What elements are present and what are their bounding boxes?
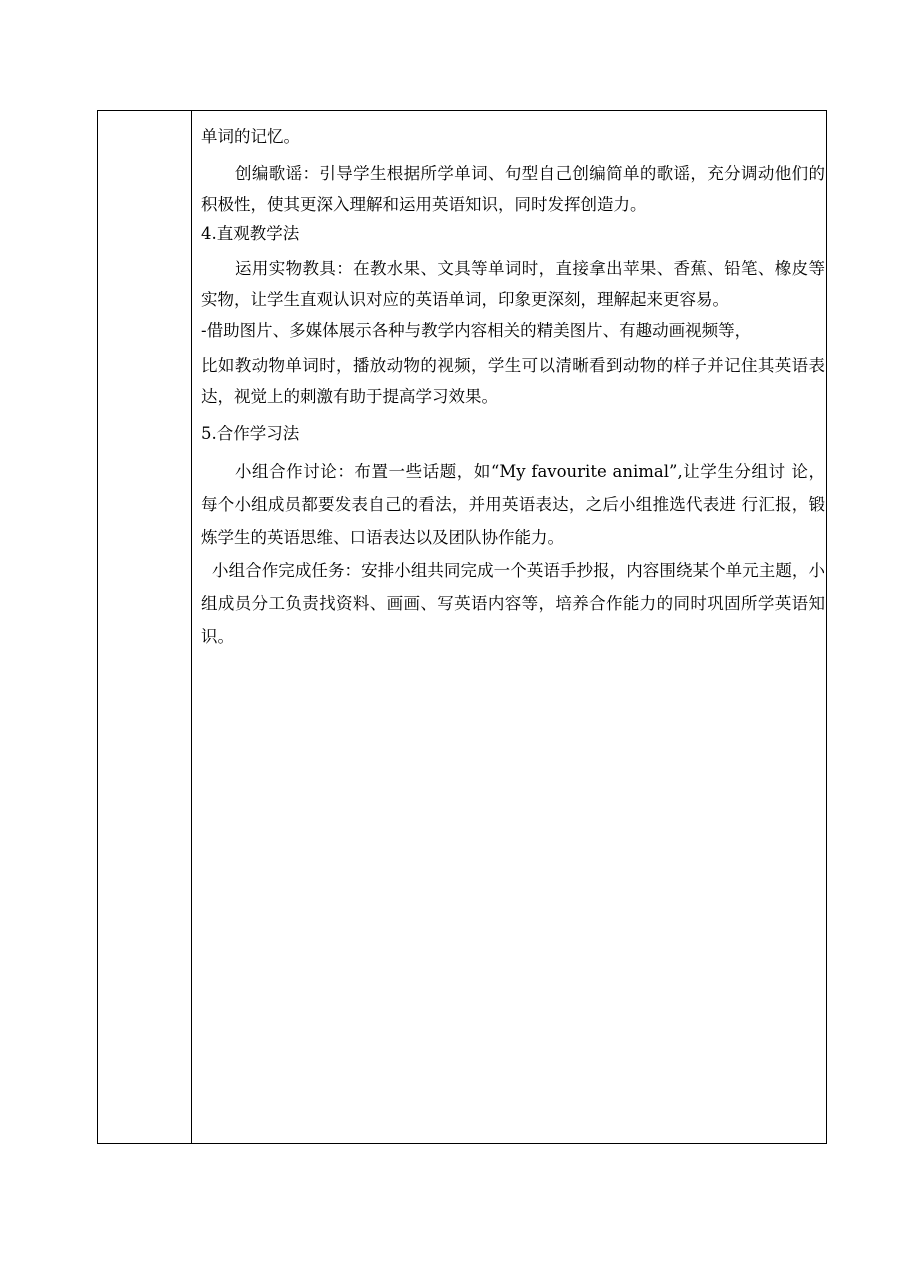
lesson-plan-table [97,110,827,1144]
table-left-column [98,111,192,1143]
paragraph-vocab-memory: 单词的记忆。 [201,127,300,146]
paragraph-create-chants: 创编歌谣：引导学生根据所学单词、句型自己创编简单的歌谣，充分调动他们的积极性，使其更深入理解和运用英语知识，同时发挥创造力。 [201,164,825,214]
paragraph-group-task: 小组合作完成任务：安排小组共同完成一个英语手抄报，内容围绕某个单元主题，小组成员分工负责找资料、画画、写英语内容等，培养合作能力的同时巩固所学英语知识。 [201,561,825,646]
paragraph-real-objects: 运用实物教具：在教水果、文具等单词时，直接拿出苹果、香蕉、铅笔、橡皮等实物，让学生直观认识对应的英语单词，印象更深刻，理解起来更容易。 [201,259,825,309]
paragraph-animal-video: 比如教动物单词时，播放动物的视频，学生可以清晰看到动物的样子并记住其英语表达，视觉上的刺激有助于提高学习效果。 [201,356,825,406]
table-content-cell [201,121,825,653]
heading-visual-method: 4.直观教学法 [201,224,300,243]
paragraph-pictures-media: -借助图片、多媒体展示各种与教学内容相关的精美图片、有趣动画视频等， [201,321,752,340]
paragraph-group-discussion: 小组合作讨论：布置一些话题，如“My favourite animal”,让学生分组讨 论，每个小组成员都要发表自己的看法，并用英语表达，之后小组推选代表进 行汇报，锻炼学生的英语思维、口语表达以及团队协作能力。 [201,462,825,547]
heading-cooperative-method: 5.合作学习法 [201,424,300,443]
